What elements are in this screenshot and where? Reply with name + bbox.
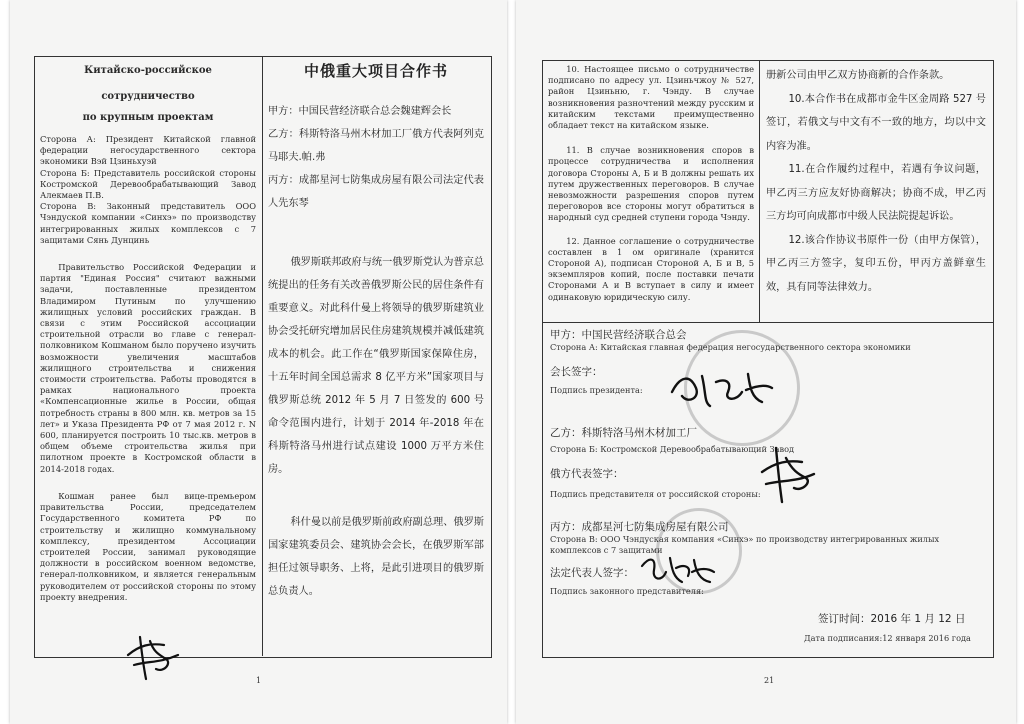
zh-party-a: 甲方：中国民营经济联合总会魏建辉会长 [268, 106, 452, 117]
ru-title-line2: по крупным проектам [82, 112, 214, 123]
page-number: 21 [764, 676, 775, 685]
party-c-ru: Сторона В: ООО Чэндуская компания «Синхэ» по производству интегрированных жилых комплексов с 7 защитами [550, 534, 940, 555]
party-c-sign-label-zh: 法定代表人签字： [550, 567, 634, 579]
page-number: 1 [256, 676, 262, 685]
party-b-ru: Сторона Б: Костромской Деревообрабатывающий Завод [550, 444, 795, 454]
russian-column [40, 58, 256, 654]
column-divider [759, 60, 760, 322]
ru-clause-12: 12. Данное соглашение о сотрудничестве составлен в 1 ом оригинале (хранится Стороной А), подписан Стороной А, Б и В, 5 экземпляров копий, после поставки печати Сторонами А и В вступает в силу и имеет одинаковую юридическую силу. [548, 235, 754, 302]
ru-paragraph-2: Кошман ранее был вице-премьером правительства России, председателем Государственного комитета РФ по строительству и жилищно коммунальному комплексу, президентом Ассоциации строителей России, занимал руководящие должности в российском военном ведомстве, генерал-полковником, и является генеральным руководителем от российской стороны по этому проекту внедрения. [40, 490, 256, 602]
ru-party-b: Сторона Б: Представитель российской стороны Костромской Деревообрабатывающий Завод Алекмаев П.В. [40, 167, 256, 201]
signing-date-zh: 签订时间：2016 年 1 月 12 日 [818, 613, 966, 625]
party-b-sign-label-zh: 俄方代表签字： [550, 468, 624, 480]
ru-party-a: Сторона А: Президент Китайской главной федерации негосударственного сектора экономики Вэй Цзиньхуэй [40, 134, 256, 167]
document-page-right [516, 0, 1016, 724]
zh-clause-tail: 册新公司由甲乙双方协商新的合作条款。 [766, 70, 950, 81]
party-c-zh: 丙方：成都星河七防集成房屋有限公司 [550, 521, 729, 533]
russian-clauses [548, 64, 754, 320]
party-a-sign-label-ru: Подпись президента: [550, 385, 643, 395]
party-a-ru: Сторона А: Китайская главная федерация негосударственного сектора экономики [550, 342, 911, 352]
zh-paragraph-2: 科什曼以前是俄罗斯前政府副总理、俄罗斯国家建筑委员会、建筑协会会长，在俄罗斯军部担任过领导职务、上将，是此引进项目的俄罗斯总负责人。 [268, 517, 484, 597]
zh-clause-11: 11.在合作履约过程中，若遇有争议问题，甲乙丙三方应友好协商解决；协商不成，甲乙丙三方均可向成都市中级人民法院提起诉讼。 [766, 164, 986, 222]
ru-clause-11: 11. В случае возникновения споров в процессе сотрудничества и исполнения договора Стороны А, Б и В должны решать их путем дружественных переговоров. В случае невозможности разрешения споров путем переговоров все стороны могут обратиться в народный суд средней ступени города Чэнду. [548, 145, 754, 223]
ru-title-line1: Китайско-российское сотрудничество [84, 65, 212, 102]
party-c-sign-label-ru: Подпись законного представителя: [550, 586, 704, 596]
zh-party-b: 乙方：科斯特洛马州木材加工厂俄方代表阿列克马耶夫.帕.弗 [268, 129, 484, 163]
party-b-zh: 乙方：科斯特洛马州木材加工厂 [550, 427, 697, 439]
party-b-sign-label-ru: Подпись представителя от российской стороны: [550, 489, 761, 499]
chinese-column [268, 60, 484, 652]
column-divider [262, 56, 263, 656]
chinese-clauses [766, 64, 986, 320]
zh-clause-12: 12.该合作协议书原件一份（由甲方保管），甲乙丙三方签字，复印五份，甲丙方盖鲜章生效，具有同等法律效力。 [766, 234, 986, 293]
handwritten-signature-party-b [752, 440, 822, 510]
signing-date-ru: Дата подписания:12 января 2016 года [804, 633, 971, 643]
zh-party-c: 丙方：成都星河七防集成房屋有限公司法定代表人先东琴 [268, 175, 484, 209]
zh-paragraph-1: 俄罗斯联邦政府与统一俄罗斯党认为普京总统提出的任务有关改善俄罗斯公民的居住条件有重要意义。对此科什曼上将领导的俄罗斯建筑业协会受托研究增加居民住房建筑规模并减低建筑成本的机会。此工作在“俄罗斯国家保障住房，十五年时间全国总需求 8 亿平方米”国家项目与俄罗斯总统 2012 年 5 月 7 日签发的 600 号命令范围内进行，计划于 2014 年-2018 年在科斯特洛马州进行试点建设 1000 万平方米住房。 [268, 257, 484, 475]
party-a-zh: 甲方：中国民营经济联合总会 [550, 329, 687, 341]
ru-party-c: Сторона В: Законный представитель ООО Чэндуской компании «Синхэ» по производству интегрированных жилых комплексов с 7 защитами Сянь Дунцинь [40, 201, 256, 245]
document-page-left [10, 0, 507, 724]
signature-section-divider [542, 322, 994, 323]
zh-clause-10: 10.本合作书在成都市金牛区金周路 527 号签订，若俄文与中文有不一致的地方，均以中文内容为准。 [766, 93, 986, 152]
handwritten-signature [120, 625, 190, 685]
zh-title: 中俄重大项目合作书 [303, 62, 448, 80]
ru-paragraph-1: Правительство Российской Федерации и партия "Единая Россия" считают важными задачи, поставленные президентом Владимиром Путиным по улучшению жилищных условий российских граждан. В связи с этим Российской ассоциации строительной отрасли во главе с генерал-полковником Кошманом было поручено изучить возможности увеличения масштабов жилищного строительства и снижения стоимости строительства. Работы проводятся в рамках национального проекта «Компенсационные жилье в России, общая потребность страны в 800 млн. кв. метров за 15 лет» и Указа Президента РФ от 7 мая 2012 г. N 600, планируется построить 10 тыс.кв. метров в общем объеме строительства жилья при пилотном проекте в Костромской области в 2014-2018 годах. [40, 262, 256, 474]
handwritten-signature-party-c [636, 548, 716, 593]
ru-clause-10: 10. Настоящее письмо о сотрудничестве подписано по адресу ул. Цзиньчжоу № 527, район Цзиньню, г. Чэнду. В случае возникновения разночтений между русским и китайским текстами преимущественно обладает текст на китайском языке. [548, 64, 754, 131]
handwritten-signature-party-a [666, 362, 776, 412]
party-a-sign-label-zh: 会长签字： [550, 366, 603, 378]
